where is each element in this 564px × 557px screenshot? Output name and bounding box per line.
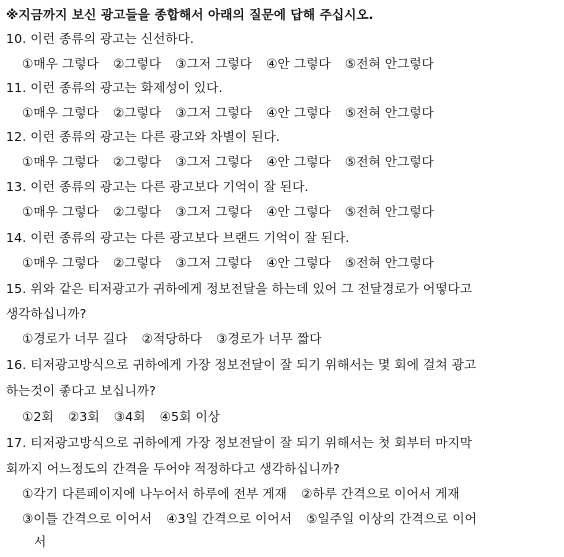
option-4[interactable]: ④안 그렇다 (266, 255, 331, 270)
option-3[interactable]: ③그저 그렇다 (175, 204, 253, 219)
question-13-options (22, 203, 434, 221)
question-16: 16. 티저광고방식으로 귀하에게 가장 정보전달이 잘 되기 위해서는 몇 회에 걸쳐 광고 (6, 357, 477, 372)
question-16-options (22, 408, 220, 426)
question-15-continued: 생각하십니까? (6, 306, 87, 321)
question-17-options-row-1 (22, 485, 460, 503)
option-1[interactable]: ①매우 그렇다 (22, 255, 99, 270)
question-13: 13. 이런 종류의 광고는 다른 광고보다 기억이 잘 된다. (6, 179, 309, 194)
option-4[interactable]: ④3일 간격으로 이어서 (166, 511, 292, 526)
option-3[interactable]: ③그저 그렇다 (175, 154, 253, 169)
survey-instructions: ※지금까지 보신 광고들을 종합해서 아래의 질문에 답해 주십시오. (6, 7, 374, 22)
option-4[interactable]: ④안 그렇다 (266, 204, 331, 219)
question-17: 17. 티저광고방식으로 귀하에게 가장 정보전달이 잘 되기 위해서는 첫 회부터 마지막 (6, 435, 473, 450)
option-1[interactable]: ①경로가 너무 길다 (22, 331, 128, 346)
option-5[interactable]: ⑤전혀 안그렇다 (344, 154, 434, 169)
question-15: 15. 위와 같은 티저광고가 귀하에게 정보전달을 하는데 있어 그 전달경로가 어떻다고 (6, 281, 473, 296)
question-11-options (22, 104, 434, 122)
question-12-options (22, 153, 434, 171)
option-5[interactable]: ⑤전혀 안그렇다 (344, 56, 434, 71)
option-3[interactable]: ③그저 그렇다 (175, 255, 253, 270)
option-3[interactable]: ③이틀 간격으로 이어서 (22, 511, 152, 526)
option-1[interactable]: ①2회 (22, 409, 54, 424)
option-4[interactable]: ④안 그렇다 (266, 56, 331, 71)
question-17-continued: 회까지 어느정도의 간격을 두어야 적정하다고 생각하십니까? (6, 461, 340, 476)
option-5[interactable]: ⑤전혀 안그렇다 (344, 105, 434, 120)
option-1[interactable]: ①매우 그렇다 (22, 105, 99, 120)
option-2[interactable]: ②그렇다 (112, 204, 162, 219)
option-2[interactable]: ②그렇다 (112, 56, 162, 71)
option-1[interactable]: ①매우 그렇다 (22, 204, 99, 219)
option-3[interactable]: ③그저 그렇다 (175, 56, 253, 71)
option-1[interactable]: ①각기 다른페이지에 나누어서 하루에 전부 게재 (22, 486, 287, 501)
question-10-options (22, 55, 434, 73)
option-2[interactable]: ②그렇다 (112, 154, 162, 169)
question-16-continued: 하는것이 좋다고 보십니까? (6, 383, 156, 398)
option-1[interactable]: ①매우 그렇다 (22, 154, 99, 169)
option-5[interactable]: ⑤전혀 안그렇다 (344, 255, 434, 270)
question-14-options (22, 254, 434, 272)
question-15-options (22, 330, 322, 348)
option-2[interactable]: ②적당하다 (141, 331, 203, 346)
question-14: 14. 이런 종류의 광고는 다른 광고보다 브랜드 기억이 잘 된다. (6, 230, 350, 245)
option-4[interactable]: ④안 그렇다 (266, 154, 331, 169)
question-17-options-row-2 (22, 510, 477, 528)
option-2[interactable]: ②그렇다 (112, 105, 162, 120)
option-2[interactable]: ②하루 간격으로 이어서 게재 (301, 486, 460, 501)
question-11: 11. 이런 종류의 광고는 화제성이 있다. (6, 80, 223, 95)
option-3[interactable]: ③4회 (113, 409, 146, 424)
option-3[interactable]: ③경로가 너무 짧다 (216, 331, 322, 346)
option-3[interactable]: ③그저 그렇다 (175, 105, 253, 120)
option-1[interactable]: ①매우 그렇다 (22, 56, 99, 71)
option-5[interactable]: ⑤전혀 안그렇다 (344, 204, 434, 219)
question-17-option-5-continued: 서 (34, 534, 47, 549)
question-12: 12. 이런 종류의 광고는 다른 광고와 차별이 된다. (6, 129, 280, 144)
option-2[interactable]: ②3회 (67, 409, 100, 424)
question-10: 10. 이런 종류의 광고는 신선하다. (6, 31, 195, 46)
option-2[interactable]: ②그렇다 (112, 255, 162, 270)
option-4[interactable]: ④5회 이상 (159, 409, 221, 424)
option-5[interactable]: ⑤일주일 이상의 간격으로 이어 (306, 511, 477, 526)
option-4[interactable]: ④안 그렇다 (266, 105, 331, 120)
